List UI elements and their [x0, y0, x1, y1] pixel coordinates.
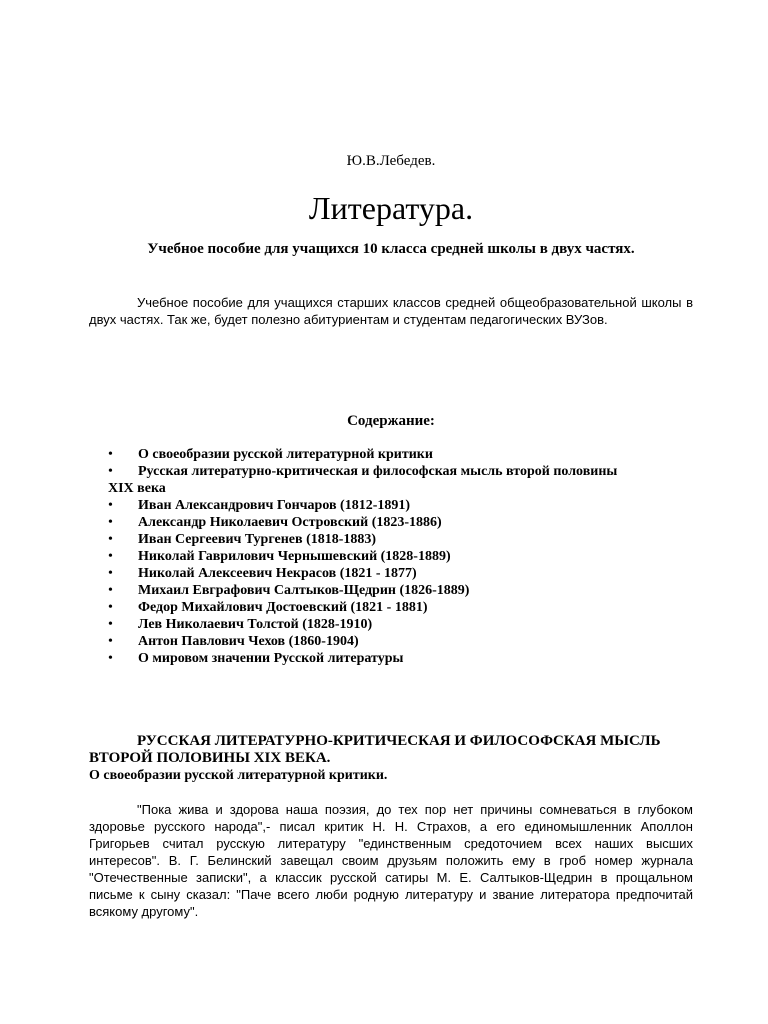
toc-item[interactable]: [108, 599, 698, 616]
table-of-contents: [108, 446, 698, 667]
toc-item-label: Иван Александрович Гончаров (1812-1891): [138, 498, 411, 513]
author-name: Ю.В.Лебедев.: [346, 153, 436, 169]
toc-item-label: Михаил Евграфович Салтыков-Щедрин (1826-1889): [138, 583, 470, 598]
document-title: Литература.: [308, 190, 474, 226]
toc-item-label: Николай Гаврилович Чернышевский (1828-1889): [138, 549, 451, 564]
toc-item-label: Антон Павлович Чехов (1860-1904): [138, 634, 359, 649]
section-heading: РУССКАЯ ЛИТЕРАТУРНО-КРИТИЧЕСКАЯ И ФИЛОСОФСКАЯ МЫСЛЬ ВТОРОЙ ПОЛОВИНЫ XIX ВЕКА.: [89, 733, 661, 766]
toc-item[interactable]: [108, 582, 698, 599]
toc-item-label: Лев Николаевич Толстой (1828-1910): [138, 617, 373, 632]
toc-item-label: Иван Сергеевич Тургенев (1818-1883): [138, 532, 377, 547]
toc-item[interactable]: [108, 497, 698, 514]
toc-item[interactable]: [108, 548, 698, 565]
toc-item-label: Александр Николаевич Островский (1823-1886): [138, 515, 442, 530]
toc-item-label: Николай Алексеевич Некрасов (1821 - 1877): [138, 566, 417, 581]
toc-item[interactable]: [108, 633, 698, 650]
intro-paragraph: Учебное пособие для учащихся старших классов средней общеобразовательной школы в двух частях. Так же, будет полезно абитуриентам и студентам педагогических ВУЗов.: [89, 295, 693, 327]
toc-item-label: Федор Михайлович Достоевский (1821 - 1881): [138, 600, 428, 615]
toc-heading: Содержание:: [347, 413, 435, 429]
toc-item[interactable]: [108, 565, 698, 582]
toc-item[interactable]: [108, 650, 698, 667]
toc-item[interactable]: [108, 514, 698, 531]
toc-item[interactable]: [108, 531, 698, 548]
toc-item[interactable]: [108, 616, 698, 633]
section-body-paragraph: "Пока жива и здорова наша поэзия, до тех пор нет причины сомневаться в глубоком здоровье русского народа",- писал критик Н. Н. Страхов, а его единомышленник Аполлон Григорьев считал русскую литературу "единственным средоточием всех наших высших интересов". В. Г. Белинский завещал своим друзьям положить ему в гроб номер журнала "Отечественные записки", а классик русской сатиры М. Е. Салтыков-Щедрин в прощальном письме к сыну сказал: "Паче всего люби родную литературу и звание литератора предпочитай всякому другому".: [89, 802, 693, 919]
toc-item-label: Русская литературно-критическая и философская мысль второй половины: [138, 464, 618, 479]
toc-item[interactable]: [108, 446, 698, 463]
document-subtitle: Учебное пособие для учащихся 10 класса средней школы в двух частях.: [147, 241, 635, 257]
toc-item-label: О своеобразии русской литературной критики: [138, 447, 433, 462]
toc-item-label: О мировом значении Русской литературы: [138, 651, 404, 666]
toc-item-continuation: XIX века: [108, 481, 166, 496]
section-subheading: О своеобразии русской литературной критики.: [89, 768, 388, 783]
toc-item[interactable]: [108, 463, 698, 497]
